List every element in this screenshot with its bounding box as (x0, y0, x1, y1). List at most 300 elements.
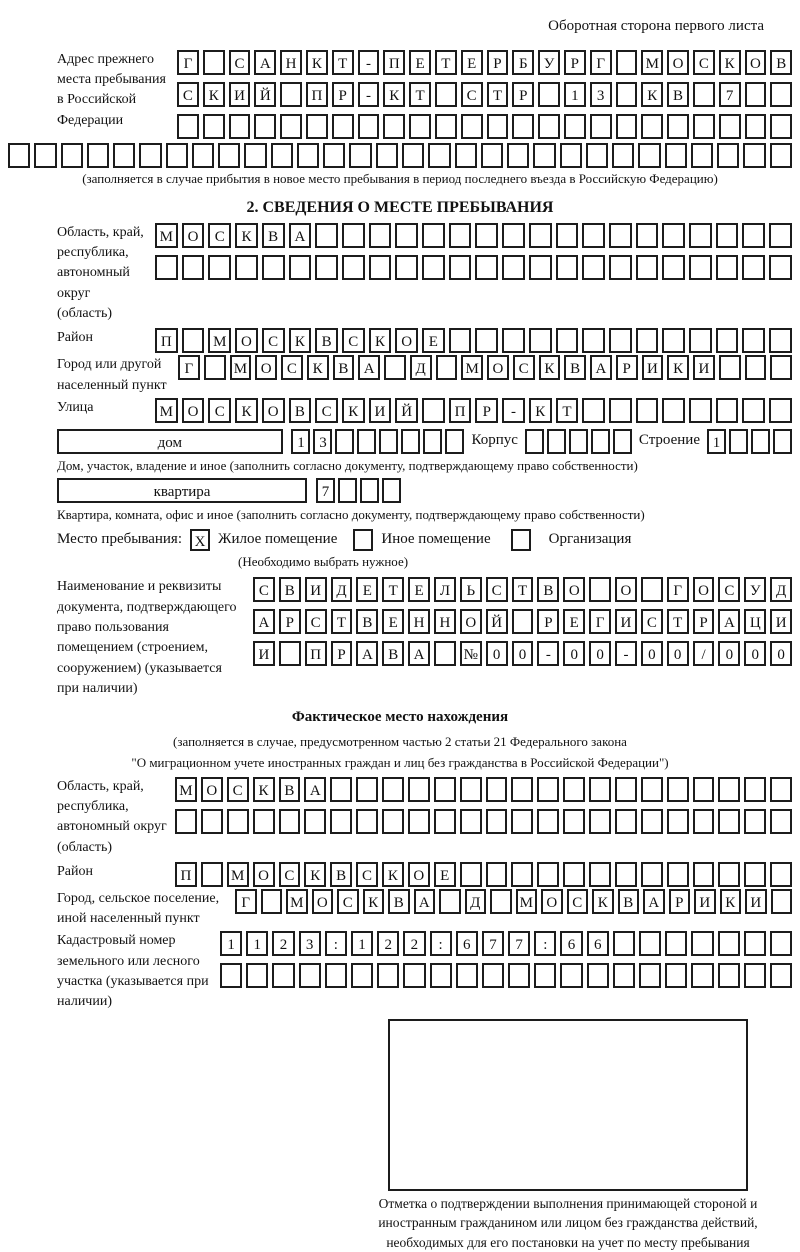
char-box[interactable]: А (414, 889, 436, 914)
char-box[interactable] (511, 777, 533, 802)
char-box[interactable] (636, 223, 659, 248)
char-box[interactable]: 2 (403, 931, 425, 956)
char-box[interactable]: Й (254, 82, 276, 107)
char-box[interactable] (423, 429, 442, 454)
char-box[interactable]: Е (563, 609, 585, 634)
char-box[interactable] (382, 809, 404, 834)
char-box[interactable] (356, 777, 378, 802)
other-premises-checkbox[interactable] (353, 529, 373, 551)
char-box[interactable] (323, 143, 345, 168)
char-box[interactable]: Г (589, 609, 611, 634)
char-box[interactable]: С (262, 328, 285, 353)
char-box[interactable]: М (155, 223, 178, 248)
char-box[interactable] (490, 889, 512, 914)
char-box[interactable]: О (395, 328, 418, 353)
char-box[interactable] (325, 963, 347, 988)
char-box[interactable] (718, 931, 740, 956)
char-box[interactable]: К (382, 862, 404, 887)
char-box[interactable]: 3 (299, 931, 321, 956)
char-box[interactable] (719, 355, 741, 380)
char-box[interactable]: Р (669, 889, 691, 914)
char-box[interactable] (770, 809, 792, 834)
char-box[interactable]: 7 (719, 82, 741, 107)
char-box[interactable] (271, 143, 293, 168)
char-box[interactable] (218, 143, 240, 168)
char-box[interactable] (769, 255, 792, 280)
char-box[interactable] (449, 223, 472, 248)
char-box[interactable]: К (306, 50, 328, 75)
char-box[interactable] (616, 50, 638, 75)
char-box[interactable] (502, 223, 525, 248)
char-box[interactable] (422, 255, 445, 280)
char-box[interactable] (569, 429, 588, 454)
char-box[interactable]: Р (279, 609, 301, 634)
char-box[interactable]: А (718, 609, 740, 634)
char-box[interactable] (716, 255, 739, 280)
char-box[interactable] (538, 114, 560, 139)
char-box[interactable]: 7 (482, 931, 504, 956)
char-box[interactable] (662, 328, 685, 353)
char-box[interactable] (563, 862, 585, 887)
char-box[interactable]: С (253, 577, 275, 602)
char-box[interactable]: Г (177, 50, 199, 75)
char-box[interactable]: П (383, 50, 405, 75)
char-box[interactable]: М (641, 50, 663, 75)
char-box[interactable]: Т (382, 577, 404, 602)
char-box[interactable] (769, 398, 792, 423)
char-box[interactable]: О (182, 398, 205, 423)
char-box[interactable] (182, 328, 205, 353)
char-box[interactable] (665, 963, 687, 988)
char-box[interactable]: С (461, 82, 483, 107)
char-box[interactable] (641, 777, 663, 802)
char-box[interactable] (665, 931, 687, 956)
char-box[interactable]: 6 (587, 931, 609, 956)
char-box[interactable] (280, 114, 302, 139)
char-box[interactable]: И (229, 82, 251, 107)
char-box[interactable]: : (325, 931, 347, 956)
char-box[interactable]: Ь (460, 577, 482, 602)
char-box[interactable]: Т (435, 50, 457, 75)
char-box[interactable] (289, 255, 312, 280)
char-box[interactable] (511, 809, 533, 834)
char-box[interactable] (455, 143, 477, 168)
char-box[interactable] (662, 223, 685, 248)
char-box[interactable]: Е (409, 50, 431, 75)
char-box[interactable] (743, 143, 765, 168)
char-box[interactable]: - (615, 641, 637, 666)
char-box[interactable] (201, 862, 223, 887)
char-box[interactable] (220, 963, 242, 988)
char-box[interactable] (338, 478, 357, 503)
char-box[interactable]: 0 (744, 641, 766, 666)
char-box[interactable] (507, 143, 529, 168)
char-box[interactable]: В (330, 862, 352, 887)
char-box[interactable] (408, 777, 430, 802)
char-box[interactable]: М (208, 328, 231, 353)
char-box[interactable] (502, 255, 525, 280)
char-box[interactable]: М (461, 355, 483, 380)
char-box[interactable]: В (667, 82, 689, 107)
char-box[interactable] (299, 963, 321, 988)
char-box[interactable] (534, 963, 556, 988)
char-box[interactable] (718, 862, 740, 887)
char-box[interactable]: : (534, 931, 556, 956)
char-box[interactable] (486, 862, 508, 887)
char-box[interactable] (613, 931, 635, 956)
char-box[interactable]: Т (487, 82, 509, 107)
char-box[interactable]: А (358, 355, 380, 380)
char-box[interactable] (512, 609, 534, 634)
char-box[interactable] (609, 223, 632, 248)
char-box[interactable] (742, 223, 765, 248)
char-box[interactable] (280, 82, 302, 107)
char-box[interactable] (770, 114, 792, 139)
char-box[interactable]: 1 (351, 931, 373, 956)
char-box[interactable] (744, 931, 766, 956)
char-box[interactable] (475, 255, 498, 280)
char-box[interactable]: М (175, 777, 197, 802)
char-box[interactable] (357, 429, 376, 454)
char-box[interactable]: И (253, 641, 275, 666)
char-box[interactable]: Л (434, 577, 456, 602)
char-box[interactable]: М (155, 398, 178, 423)
char-box[interactable]: Н (280, 50, 302, 75)
char-box[interactable] (435, 82, 457, 107)
char-box[interactable] (422, 223, 445, 248)
char-box[interactable]: О (745, 50, 767, 75)
char-box[interactable]: 0 (667, 641, 689, 666)
char-box[interactable]: И (693, 355, 715, 380)
char-box[interactable] (742, 328, 765, 353)
char-box[interactable] (615, 777, 637, 802)
char-box[interactable] (745, 355, 767, 380)
char-box[interactable] (358, 114, 380, 139)
char-box[interactable] (246, 963, 268, 988)
char-box[interactable] (529, 328, 552, 353)
char-box[interactable]: С (337, 889, 359, 914)
char-box[interactable]: 7 (508, 931, 530, 956)
char-box[interactable]: П (155, 328, 178, 353)
char-box[interactable]: Р (537, 609, 559, 634)
char-box[interactable] (403, 963, 425, 988)
char-box[interactable]: В (279, 777, 301, 802)
char-box[interactable]: 1 (291, 429, 310, 454)
char-box[interactable]: В (564, 355, 586, 380)
char-box[interactable]: / (693, 641, 715, 666)
char-box[interactable] (751, 429, 770, 454)
char-box[interactable] (428, 143, 450, 168)
char-box[interactable] (235, 255, 258, 280)
char-box[interactable] (8, 143, 30, 168)
char-box[interactable]: О (408, 862, 430, 887)
char-box[interactable]: Б (512, 50, 534, 75)
char-box[interactable] (409, 114, 431, 139)
char-box[interactable] (586, 143, 608, 168)
char-box[interactable] (716, 328, 739, 353)
char-box[interactable] (434, 641, 456, 666)
char-box[interactable] (689, 328, 712, 353)
char-box[interactable] (460, 809, 482, 834)
char-box[interactable] (556, 223, 579, 248)
char-box[interactable] (693, 862, 715, 887)
char-box[interactable]: К (720, 889, 742, 914)
char-box[interactable] (693, 114, 715, 139)
char-box[interactable]: - (502, 398, 525, 423)
char-box[interactable] (615, 862, 637, 887)
char-box[interactable] (330, 809, 352, 834)
char-box[interactable]: С (718, 577, 740, 602)
char-box[interactable]: О (460, 609, 482, 634)
char-box[interactable] (369, 255, 392, 280)
char-box[interactable] (449, 328, 472, 353)
char-box[interactable]: У (744, 577, 766, 602)
char-box[interactable]: Ц (744, 609, 766, 634)
char-box[interactable]: - (537, 641, 559, 666)
char-box[interactable] (769, 223, 792, 248)
char-box[interactable] (667, 862, 689, 887)
char-box[interactable]: В (279, 577, 301, 602)
char-box[interactable] (718, 777, 740, 802)
char-box[interactable]: Г (178, 355, 200, 380)
char-box[interactable] (332, 114, 354, 139)
char-box[interactable] (636, 328, 659, 353)
char-box[interactable] (609, 255, 632, 280)
char-box[interactable]: В (382, 641, 404, 666)
char-box[interactable] (330, 777, 352, 802)
char-box[interactable] (445, 429, 464, 454)
char-box[interactable] (376, 143, 398, 168)
char-box[interactable] (297, 143, 319, 168)
char-box[interactable] (208, 255, 231, 280)
char-box[interactable]: 1 (220, 931, 242, 956)
char-box[interactable]: Г (667, 577, 689, 602)
char-box[interactable]: 7 (316, 478, 335, 503)
char-box[interactable]: 0 (770, 641, 792, 666)
char-box[interactable] (729, 429, 748, 454)
char-box[interactable]: Е (422, 328, 445, 353)
char-box[interactable] (139, 143, 161, 168)
char-box[interactable] (533, 143, 555, 168)
char-box[interactable] (456, 963, 478, 988)
char-box[interactable] (612, 143, 634, 168)
char-box[interactable]: К (667, 355, 689, 380)
char-box[interactable]: Г (590, 50, 612, 75)
char-box[interactable]: С (208, 398, 231, 423)
char-box[interactable]: М (516, 889, 538, 914)
char-box[interactable]: № (460, 641, 482, 666)
char-box[interactable]: С (229, 50, 251, 75)
char-box[interactable]: 3 (313, 429, 332, 454)
char-box[interactable]: 0 (718, 641, 740, 666)
char-box[interactable]: 0 (486, 641, 508, 666)
char-box[interactable] (201, 809, 223, 834)
char-box[interactable] (771, 889, 793, 914)
char-box[interactable] (609, 328, 632, 353)
char-box[interactable] (460, 777, 482, 802)
char-box[interactable] (744, 809, 766, 834)
char-box[interactable] (589, 809, 611, 834)
char-box[interactable]: Р (332, 82, 354, 107)
char-box[interactable] (582, 223, 605, 248)
char-box[interactable] (609, 398, 632, 423)
char-box[interactable]: П (306, 82, 328, 107)
char-box[interactable]: А (254, 50, 276, 75)
char-box[interactable]: 0 (512, 641, 534, 666)
char-box[interactable] (667, 809, 689, 834)
char-box[interactable] (770, 82, 792, 107)
char-box[interactable] (475, 328, 498, 353)
char-box[interactable] (335, 429, 354, 454)
char-box[interactable]: С (486, 577, 508, 602)
char-box[interactable] (537, 809, 559, 834)
char-box[interactable] (482, 963, 504, 988)
char-box[interactable]: Е (461, 50, 483, 75)
char-box[interactable]: С (281, 355, 303, 380)
char-box[interactable] (770, 931, 792, 956)
char-box[interactable]: К (235, 398, 258, 423)
char-box[interactable]: - (358, 50, 380, 75)
char-box[interactable] (556, 328, 579, 353)
char-box[interactable] (773, 429, 792, 454)
char-box[interactable]: 1 (246, 931, 268, 956)
char-box[interactable]: В (262, 223, 285, 248)
char-box[interactable]: О (182, 223, 205, 248)
char-box[interactable]: А (356, 641, 378, 666)
char-box[interactable] (589, 777, 611, 802)
char-box[interactable]: К (203, 82, 225, 107)
char-box[interactable] (435, 114, 457, 139)
char-box[interactable]: О (255, 355, 277, 380)
char-box[interactable]: Д (331, 577, 353, 602)
char-box[interactable] (384, 355, 406, 380)
char-box[interactable] (377, 963, 399, 988)
char-box[interactable]: К (641, 82, 663, 107)
char-box[interactable]: А (408, 641, 430, 666)
char-box[interactable] (742, 398, 765, 423)
char-box[interactable] (525, 429, 544, 454)
char-box[interactable]: О (235, 328, 258, 353)
char-box[interactable] (693, 809, 715, 834)
char-box[interactable]: П (175, 862, 197, 887)
char-box[interactable]: К (235, 223, 258, 248)
char-box[interactable] (529, 223, 552, 248)
char-box[interactable] (717, 143, 739, 168)
char-box[interactable]: В (388, 889, 410, 914)
char-box[interactable] (589, 577, 611, 602)
char-box[interactable]: Н (434, 609, 456, 634)
char-box[interactable] (744, 963, 766, 988)
char-box[interactable]: И (745, 889, 767, 914)
char-box[interactable]: К (304, 862, 326, 887)
char-box[interactable] (379, 429, 398, 454)
char-box[interactable] (716, 398, 739, 423)
char-box[interactable] (475, 223, 498, 248)
char-box[interactable] (203, 114, 225, 139)
char-box[interactable] (262, 255, 285, 280)
char-box[interactable]: Н (408, 609, 430, 634)
char-box[interactable] (769, 328, 792, 353)
char-box[interactable]: О (262, 398, 285, 423)
char-box[interactable] (770, 355, 792, 380)
char-box[interactable]: С (693, 50, 715, 75)
char-box[interactable]: А (289, 223, 312, 248)
char-box[interactable]: Р (331, 641, 353, 666)
char-box[interactable]: Р (616, 355, 638, 380)
char-box[interactable] (560, 963, 582, 988)
char-box[interactable] (87, 143, 109, 168)
char-box[interactable]: А (590, 355, 612, 380)
char-box[interactable] (662, 255, 685, 280)
char-box[interactable]: М (230, 355, 252, 380)
char-box[interactable]: С (342, 328, 365, 353)
char-box[interactable]: К (363, 889, 385, 914)
char-box[interactable] (587, 963, 609, 988)
char-box[interactable]: С (227, 777, 249, 802)
char-box[interactable] (582, 328, 605, 353)
char-box[interactable] (689, 223, 712, 248)
char-box[interactable] (155, 255, 178, 280)
char-box[interactable] (360, 478, 379, 503)
char-box[interactable] (487, 114, 509, 139)
char-box[interactable]: П (449, 398, 472, 423)
char-box[interactable] (356, 809, 378, 834)
char-box[interactable] (745, 82, 767, 107)
char-box[interactable] (689, 398, 712, 423)
char-box[interactable] (182, 255, 205, 280)
char-box[interactable]: О (541, 889, 563, 914)
char-box[interactable]: В (333, 355, 355, 380)
char-box[interactable] (61, 143, 83, 168)
char-box[interactable] (556, 255, 579, 280)
char-box[interactable] (229, 114, 251, 139)
char-box[interactable]: О (487, 355, 509, 380)
char-box[interactable] (718, 963, 740, 988)
char-box[interactable] (639, 931, 661, 956)
char-box[interactable] (636, 398, 659, 423)
char-box[interactable] (691, 143, 713, 168)
char-box[interactable]: К (592, 889, 614, 914)
char-box[interactable] (691, 931, 713, 956)
char-box[interactable] (279, 641, 301, 666)
char-box[interactable] (449, 255, 472, 280)
char-box[interactable] (590, 114, 612, 139)
char-box[interactable] (744, 777, 766, 802)
char-box[interactable] (665, 143, 687, 168)
char-box[interactable] (689, 255, 712, 280)
char-box[interactable] (563, 809, 585, 834)
char-box[interactable]: Р (512, 82, 534, 107)
char-box[interactable]: Р (564, 50, 586, 75)
char-box[interactable] (547, 429, 566, 454)
char-box[interactable]: 0 (641, 641, 663, 666)
char-box[interactable] (693, 82, 715, 107)
char-box[interactable] (481, 143, 503, 168)
char-box[interactable] (401, 429, 420, 454)
char-box[interactable]: С (356, 862, 378, 887)
char-box[interactable] (383, 114, 405, 139)
char-box[interactable] (408, 809, 430, 834)
char-box[interactable]: - (358, 82, 380, 107)
char-box[interactable]: Р (487, 50, 509, 75)
char-box[interactable] (770, 143, 792, 168)
char-box[interactable]: 6 (456, 931, 478, 956)
char-box[interactable] (192, 143, 214, 168)
char-box[interactable] (203, 50, 225, 75)
char-box[interactable]: И (694, 889, 716, 914)
char-box[interactable] (349, 143, 371, 168)
char-box[interactable] (641, 577, 663, 602)
